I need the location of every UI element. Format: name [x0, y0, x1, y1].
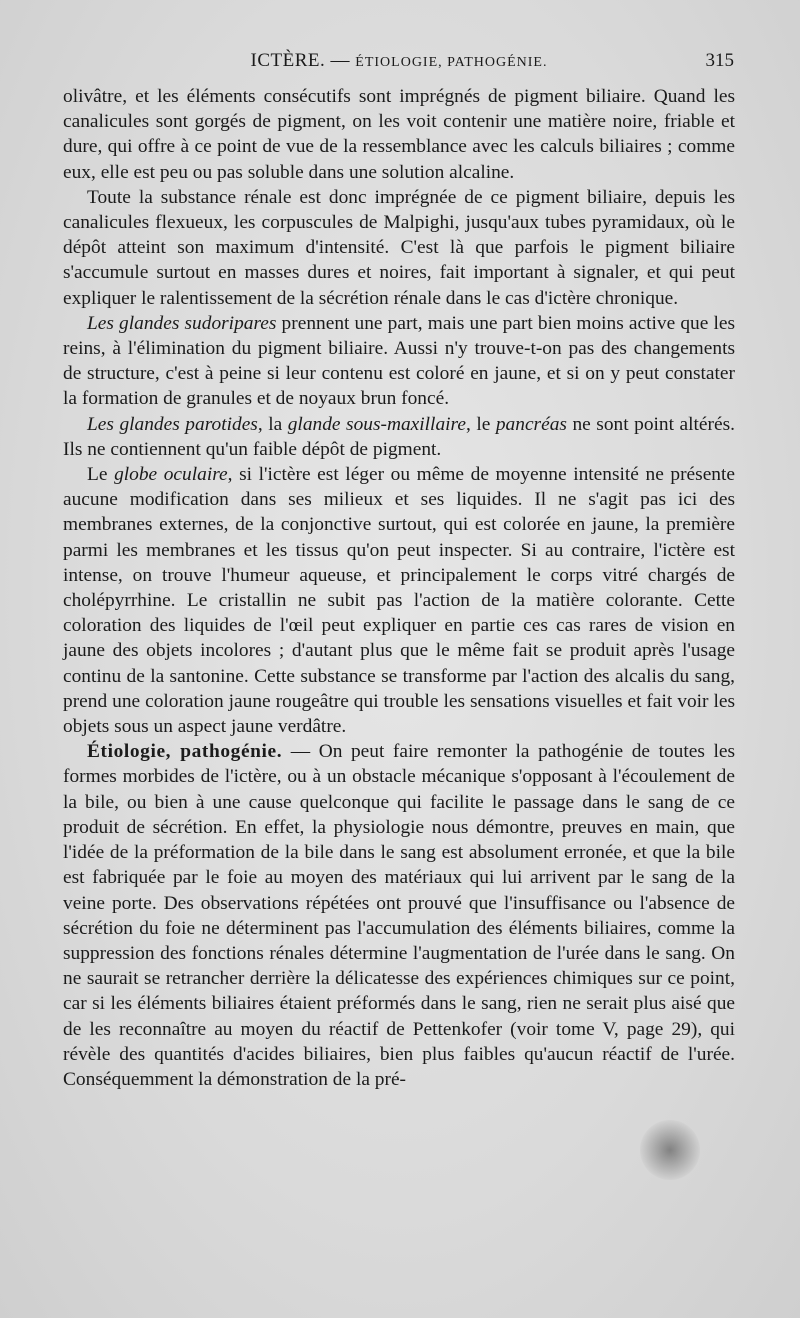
header-section: ÉTIOLOGIE, PATHOGÉNIE. — [355, 55, 548, 70]
eyeball-term: globe oculaire — [114, 464, 228, 486]
page-number: 315 — [705, 50, 734, 71]
paragraph-1: olivâtre, et les éléments consécutifs sont imprégnés de pigment biliaire. Quand les canalicules sont gorgés de pigment, on les voit contenir une matière noire, friable et dure, qui offre à ce point de vue de la ressemblance avec les calculs biliaires ; comme eux, elle est peu ou pas soluble dans une solution alcaline. — [63, 86, 735, 183]
header-title-main: ICTÈRE. — [250, 50, 326, 71]
paragraph-6-text: — On peut faire remonter la pathogénie de toutes les formes morbides de l'ictère, ou à un obstacle mécanique s'opposant à l'écoulement de la bile, ou bien à une cause quelconque qui facilite le passage dans le sang de ce produit de sécrétion. En effet, la physiologie nous démontre, preuves en main, que l'idée de la préformation de la bile dans le sang est absolument erronée, et que la bile est fabriquée par le foie au moyen des matériaux qui lui arrivent par le sang de la veine porte. Des observations répétées ont prouvé que l'insuffisance ou l'absence de sécrétion du foie ne déterminent pas l'accumulation des éléments biliaires, comme la suppression des fonctions rénales détermine l'augmentation de l'urée dans le sang. On ne saurait se retrancher derrière la délicatesse des expériences chimiques sur ce point, car si les éléments biliaires étaient préformés dans le sang, rien ne serait plus aisé que de les reconnaître au moyen du réactif de Pettenkofer (voir tome V, page 29), qui révèle des quantités d'acides biliaires, bien plus faibles qu'aucun réactif de l'urée. Conséquemment la démonstration de la pré- — [63, 741, 735, 1090]
paragraph-5-text: , si l'ictère est léger ou même de moyenne intensité ne présente aucune modification dans ses milieux et ses liquides. Il ne s'agit pas ici des membranes externes, de la conjonctive surtout, qui est colorée en jaune, la première parmi les membranes et les tissus qu'on peut inspecter. Si au contraire, l'ictère est intense, on trouve l'humeur aqueuse, et principalement le corps vitré chargés de cholépyrrhine. Le cristallin ne subit pas l'action de la matière colorante. Cette coloration des liquides de l'œil peut expliquer en partie ces cas rares de vision en jaune des objets incolores ; d'autant plus que le même fait se produit après l'usage continu de la santonine. Cette substance se transforme par l'action des alcalis du sang, prend une coloration jaune rougeâtre qui trouble les sensations visuelles et fait voir les objets sous un aspect jaune verdâtre. — [63, 464, 735, 738]
parotid-term: Les glandes parotides — [87, 413, 258, 435]
section-heading: Étiologie, pathogénie. — [87, 741, 283, 763]
body-text — [63, 84, 735, 1092]
paragraph-6 — [63, 739, 735, 1092]
paragraph-5-start: Le — [87, 464, 115, 486]
paragraph-5 — [63, 462, 735, 739]
paragraph-4 — [63, 412, 735, 462]
header-dash: — — [330, 50, 351, 71]
paper-stain — [640, 1120, 700, 1180]
paragraph-4-sep2: , le — [465, 413, 496, 435]
paragraph-3-text: prennent une part, mais une part bien moins active que les reins, à l'élimination du pigment biliaire. Aussi n'y trouve-t-on pas des changements de structure, c'est à peine si leur contenu est coloré en jaune, et si on y peut constater la formation de granules et de noyaux brun foncé. — [63, 312, 735, 410]
paragraph-2: Toute la substance rénale est donc imprégnée de ce pigment biliaire, depuis les canalicules flexueux, les corpuscules de Malpighi, jusqu'aux tubes pyramidaux, où le dépôt atteint son maximum d'intensité. C'est là que parfois le pigment biliaire s'accumule surtout en masses dures et noires, fait important à signaler, et qui peut expliquer le ralentissement de la sécrétion rénale dans le cas d'ictère chronique. — [63, 186, 735, 309]
running-header — [62, 50, 736, 80]
submaxillary-term: glande sous-maxillaire — [287, 413, 466, 435]
sweat-glands-term: Les glandes sudoripares — [87, 312, 277, 334]
paragraph-4-text: ne sont point altérés. Ils ne contiennent qu'un faible dépôt de pigment. — [63, 413, 735, 460]
pancreas-term: pancréas — [495, 413, 567, 435]
paragraph-4-sep1: , la — [257, 413, 288, 435]
header-title — [62, 50, 736, 72]
paragraph-3 — [63, 311, 735, 412]
